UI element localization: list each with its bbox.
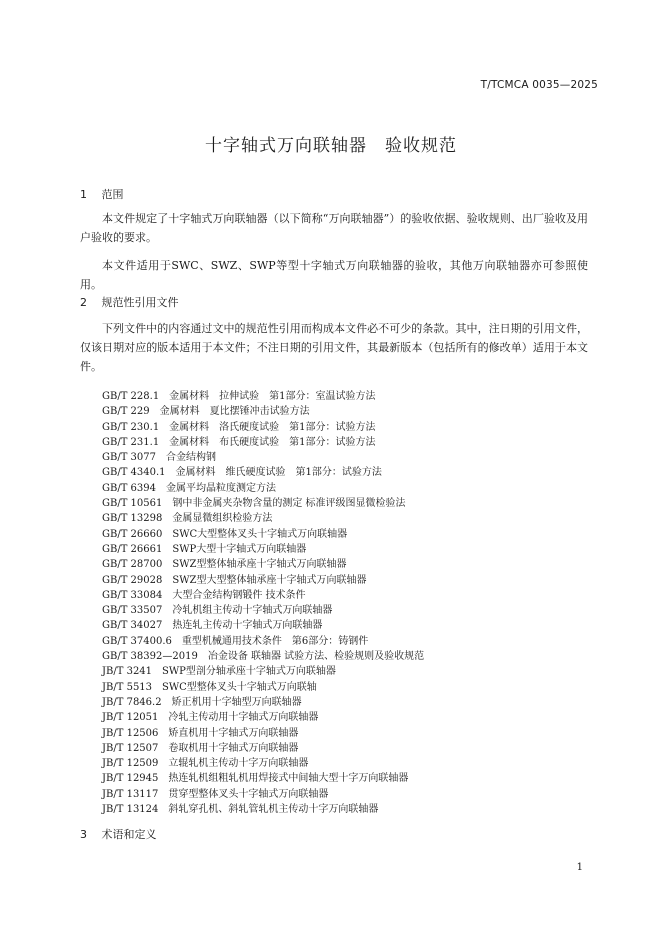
reference-list <box>102 389 424 817</box>
reference-item: GB/T 4340.1 金属材料 维氏硬度试验 第1部分：试验方法 <box>102 467 382 479</box>
reference-item: GB/T 10561 钢中非金属夹杂物含量的测定 标准评级图显微检验法 <box>102 498 406 510</box>
reference-item: GB/T 38392—2019 冶金设备 联轴器 试验方法、检验规则及验收规范 <box>102 651 425 663</box>
reference-item: GB/T 13298 金属显微组织检验方法 <box>102 513 273 525</box>
reference-item: GB/T 37400.6 重型机械通用技术条件 第6部分：铸钢件 <box>102 635 369 647</box>
reference-item: JB/T 13117 贯穿型整体叉头十字轴式万向联轴器 <box>102 788 329 800</box>
document-code: T/TCMCA 0035—2025 <box>480 79 598 91</box>
reference-item: GB/T 34027 热连轧主传动十字轴式万向联轴器 <box>102 620 323 632</box>
reference-item: GB/T 228.1 金属材料 拉伸试验 第1部分：室温试验方法 <box>102 391 376 402</box>
reference-item: GB/T 231.1 金属材料 布氏硬度试验 第1部分：试验方法 <box>102 436 376 448</box>
section-title: 规范性引用文件 <box>101 296 179 309</box>
reference-item: GB/T 26660 SWC大型整体叉头十字轴式万向联轴器 <box>102 528 348 540</box>
reference-item: JB/T 12507 卷取机用十字轴式万向联轴器 <box>102 742 299 754</box>
reference-item: GB/T 28700 SWZ型整体轴承座十字轴式万向联轴器 <box>102 559 347 571</box>
section-title: 范围 <box>101 188 124 201</box>
document-title: 十字轴式万向联轴器 验收规范 <box>205 136 457 156</box>
reference-item: GB/T 33084 大型合金结构钢锻件 技术条件 <box>102 589 306 601</box>
reference-item: JB/T 5513 SWC型整体叉头十字轴式万向联轴 <box>102 681 317 693</box>
reference-item: GB/T 3077 合金结构钢 <box>102 452 217 464</box>
section-number: 2 <box>80 296 87 309</box>
section-title: 术语和定义 <box>101 828 157 841</box>
reference-item: JB/T 12051 冷轧主传动用十字轴式万向联轴器 <box>102 712 319 724</box>
section-number: 3 <box>80 828 87 841</box>
reference-item: JB/T 7846.2 矫正机用十字轴型万向联轴器 <box>102 696 302 708</box>
scope-paragraph-1: 本文件规定了十字轴式万向联轴器（以下简称“万向联轴器”）的验收依据、验收规则、出厂验收及用户验收的要求。 <box>80 212 588 244</box>
section-heading-terms-definitions <box>80 826 157 842</box>
references-intro-paragraph: 下列文件中的内容通过文中的规范性引用而构成本文件必不可少的条款。其中，注日期的引用文件，仅该日期对应的版本适用于本文件；不注日期的引用文件，其最新版本（包括所有的修改单）适用于本文件。 <box>80 322 588 373</box>
reference-item: GB/T 33507 冷轧机组主传动十字轴式万向联轴器 <box>102 605 333 617</box>
reference-item: GB/T 229 金属材料 夏比摆锤冲击试验方法 <box>102 406 310 418</box>
page-number: 1 <box>576 862 583 873</box>
reference-item: JB/T 13124 斜轧穿孔机、斜轧管轧机主传动十字万向联轴器 <box>102 804 379 816</box>
reference-item: JB/T 12945 热连轧机组粗轧机用焊接式中间轴大型十字万向联轴器 <box>102 773 409 785</box>
section-number: 1 <box>80 188 87 201</box>
reference-item: GB/T 29028 SWZ型大型整体轴承座十字轴式万向联轴器 <box>102 574 367 586</box>
section-heading-scope <box>80 186 124 202</box>
reference-item: JB/T 3241 SWP型剖分轴承座十字轴式万向联轴器 <box>102 666 336 678</box>
scope-paragraph-2: 本文件适用于SWC、SWZ、SWP等型十字轴式万向联轴器的验收，其他万向联轴器亦可参照使用。 <box>80 259 588 291</box>
reference-item: GB/T 230.1 金属材料 洛氏硬度试验 第1部分：试验方法 <box>102 421 376 433</box>
reference-item: JB/T 12506 矫直机用十字轴式万向联轴器 <box>102 727 299 739</box>
reference-item: JB/T 12509 立辊轧机主传动十字万向联轴器 <box>102 758 309 770</box>
reference-item: GB/T 26661 SWP大型十字轴式万向联轴器 <box>102 543 307 555</box>
section-heading-normative-references <box>80 294 179 310</box>
reference-item: GB/T 6394 金属平均晶粒度测定方法 <box>102 482 277 494</box>
